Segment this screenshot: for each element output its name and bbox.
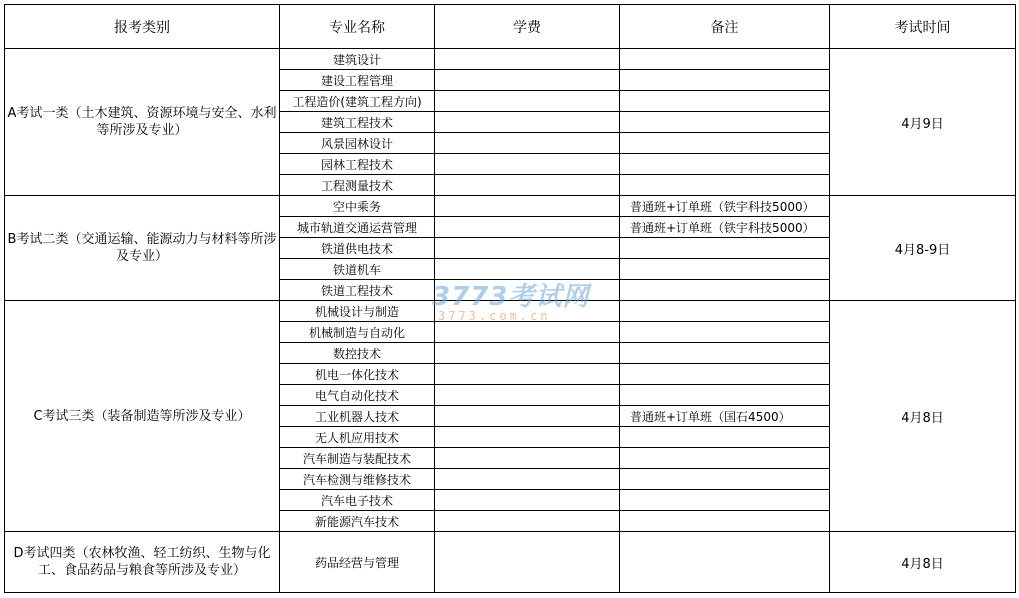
fee-cell (435, 280, 620, 301)
major-cell: 园林工程技术 (280, 154, 435, 175)
table-body (5, 49, 1016, 593)
watermark-main: 3773考试网 (432, 282, 590, 312)
major-cell: 新能源汽车技术 (280, 511, 435, 532)
major-cell: 电气自动化技术 (280, 385, 435, 406)
fee-cell (435, 385, 620, 406)
note-cell (620, 133, 830, 154)
note-cell (620, 385, 830, 406)
major-cell: 数控技术 (280, 343, 435, 364)
exam-time-cell-a: 4月9日 (830, 49, 1016, 196)
major-cell: 工程造价(建筑工程方向) (280, 91, 435, 112)
major-cell: 机械制造与自动化 (280, 322, 435, 343)
note-cell: 普通班+订单班（铁宇科技5000） (620, 196, 830, 217)
fee-cell (435, 154, 620, 175)
note-cell (620, 259, 830, 280)
fee-cell (435, 238, 620, 259)
header-major: 专业名称 (280, 5, 435, 49)
note-cell (620, 490, 830, 511)
major-cell: 汽车电子技术 (280, 490, 435, 511)
category-cell-a: A考试一类（土木建筑、资源环境与安全、水利等所涉及专业） (5, 49, 280, 196)
note-cell (620, 511, 830, 532)
category-cell-b: B考试二类（交通运输、能源动力与材料等所涉及专业） (5, 196, 280, 301)
category-cell-c: C考试三类（装备制造等所涉及专业） (5, 301, 280, 532)
table-row (5, 301, 1016, 322)
major-cell: 工业机器人技术 (280, 406, 435, 427)
header-row (5, 5, 1016, 49)
major-cell: 药品经营与管理 (280, 532, 435, 593)
fee-cell (435, 343, 620, 364)
note-cell (620, 154, 830, 175)
enrollment-table (4, 4, 1016, 593)
fee-cell (435, 427, 620, 448)
fee-cell (435, 49, 620, 70)
exam-time-cell-c: 4月8日 (830, 301, 1016, 532)
major-cell: 汽车制造与装配技术 (280, 448, 435, 469)
note-cell (620, 175, 830, 196)
major-cell: 建筑工程技术 (280, 112, 435, 133)
table-row (5, 49, 1016, 70)
exam-time-cell-d: 4月8日 (830, 532, 1016, 593)
category-cell-d: D考试四类（农林牧渔、轻工纺织、生物与化工、食品药品与粮食等所涉及专业） (5, 532, 280, 593)
note-cell (620, 91, 830, 112)
major-cell: 汽车检测与维修技术 (280, 469, 435, 490)
exam-time-cell-b: 4月8-9日 (830, 196, 1016, 301)
header-fee: 学费 (435, 5, 620, 49)
fee-cell (435, 511, 620, 532)
fee-cell (435, 322, 620, 343)
major-cell: 建设工程管理 (280, 70, 435, 91)
note-cell (620, 112, 830, 133)
fee-cell (435, 490, 620, 511)
fee-cell (435, 70, 620, 91)
header-note: 备注 (620, 5, 830, 49)
note-cell (620, 343, 830, 364)
table-row (5, 532, 1016, 593)
fee-cell (435, 133, 620, 154)
major-cell: 城市轨道交通运营管理 (280, 217, 435, 238)
note-cell (620, 238, 830, 259)
major-cell: 铁道机车 (280, 259, 435, 280)
note-cell (620, 364, 830, 385)
fee-cell (435, 112, 620, 133)
major-cell: 建筑设计 (280, 49, 435, 70)
major-cell: 工程测量技术 (280, 175, 435, 196)
major-cell: 机电一体化技术 (280, 364, 435, 385)
fee-cell (435, 175, 620, 196)
major-cell: 铁道供电技术 (280, 238, 435, 259)
major-cell: 空中乘务 (280, 196, 435, 217)
note-cell (620, 322, 830, 343)
note-cell (620, 532, 830, 593)
note-cell: 普通班+订单班（铁宇科技5000） (620, 217, 830, 238)
header-category: 报考类别 (5, 5, 280, 49)
watermark-sub: 3773.com.cn (438, 309, 551, 323)
fee-cell (435, 532, 620, 593)
note-cell (620, 70, 830, 91)
table-row (5, 196, 1016, 217)
fee-cell (435, 406, 620, 427)
note-cell (620, 280, 830, 301)
fee-cell (435, 469, 620, 490)
major-cell: 铁道工程技术 (280, 280, 435, 301)
major-cell: 风景园林设计 (280, 133, 435, 154)
header-exam-time: 考试时间 (830, 5, 1016, 49)
major-cell: 无人机应用技术 (280, 427, 435, 448)
major-cell: 机械设计与制造 (280, 301, 435, 322)
fee-cell (435, 259, 620, 280)
note-cell: 普通班+订单班（国石4500） (620, 406, 830, 427)
fee-cell (435, 448, 620, 469)
fee-cell (435, 217, 620, 238)
note-cell (620, 301, 830, 322)
note-cell (620, 448, 830, 469)
fee-cell (435, 364, 620, 385)
fee-cell (435, 91, 620, 112)
note-cell (620, 427, 830, 448)
note-cell (620, 49, 830, 70)
note-cell (620, 469, 830, 490)
fee-cell (435, 196, 620, 217)
fee-cell (435, 301, 620, 322)
